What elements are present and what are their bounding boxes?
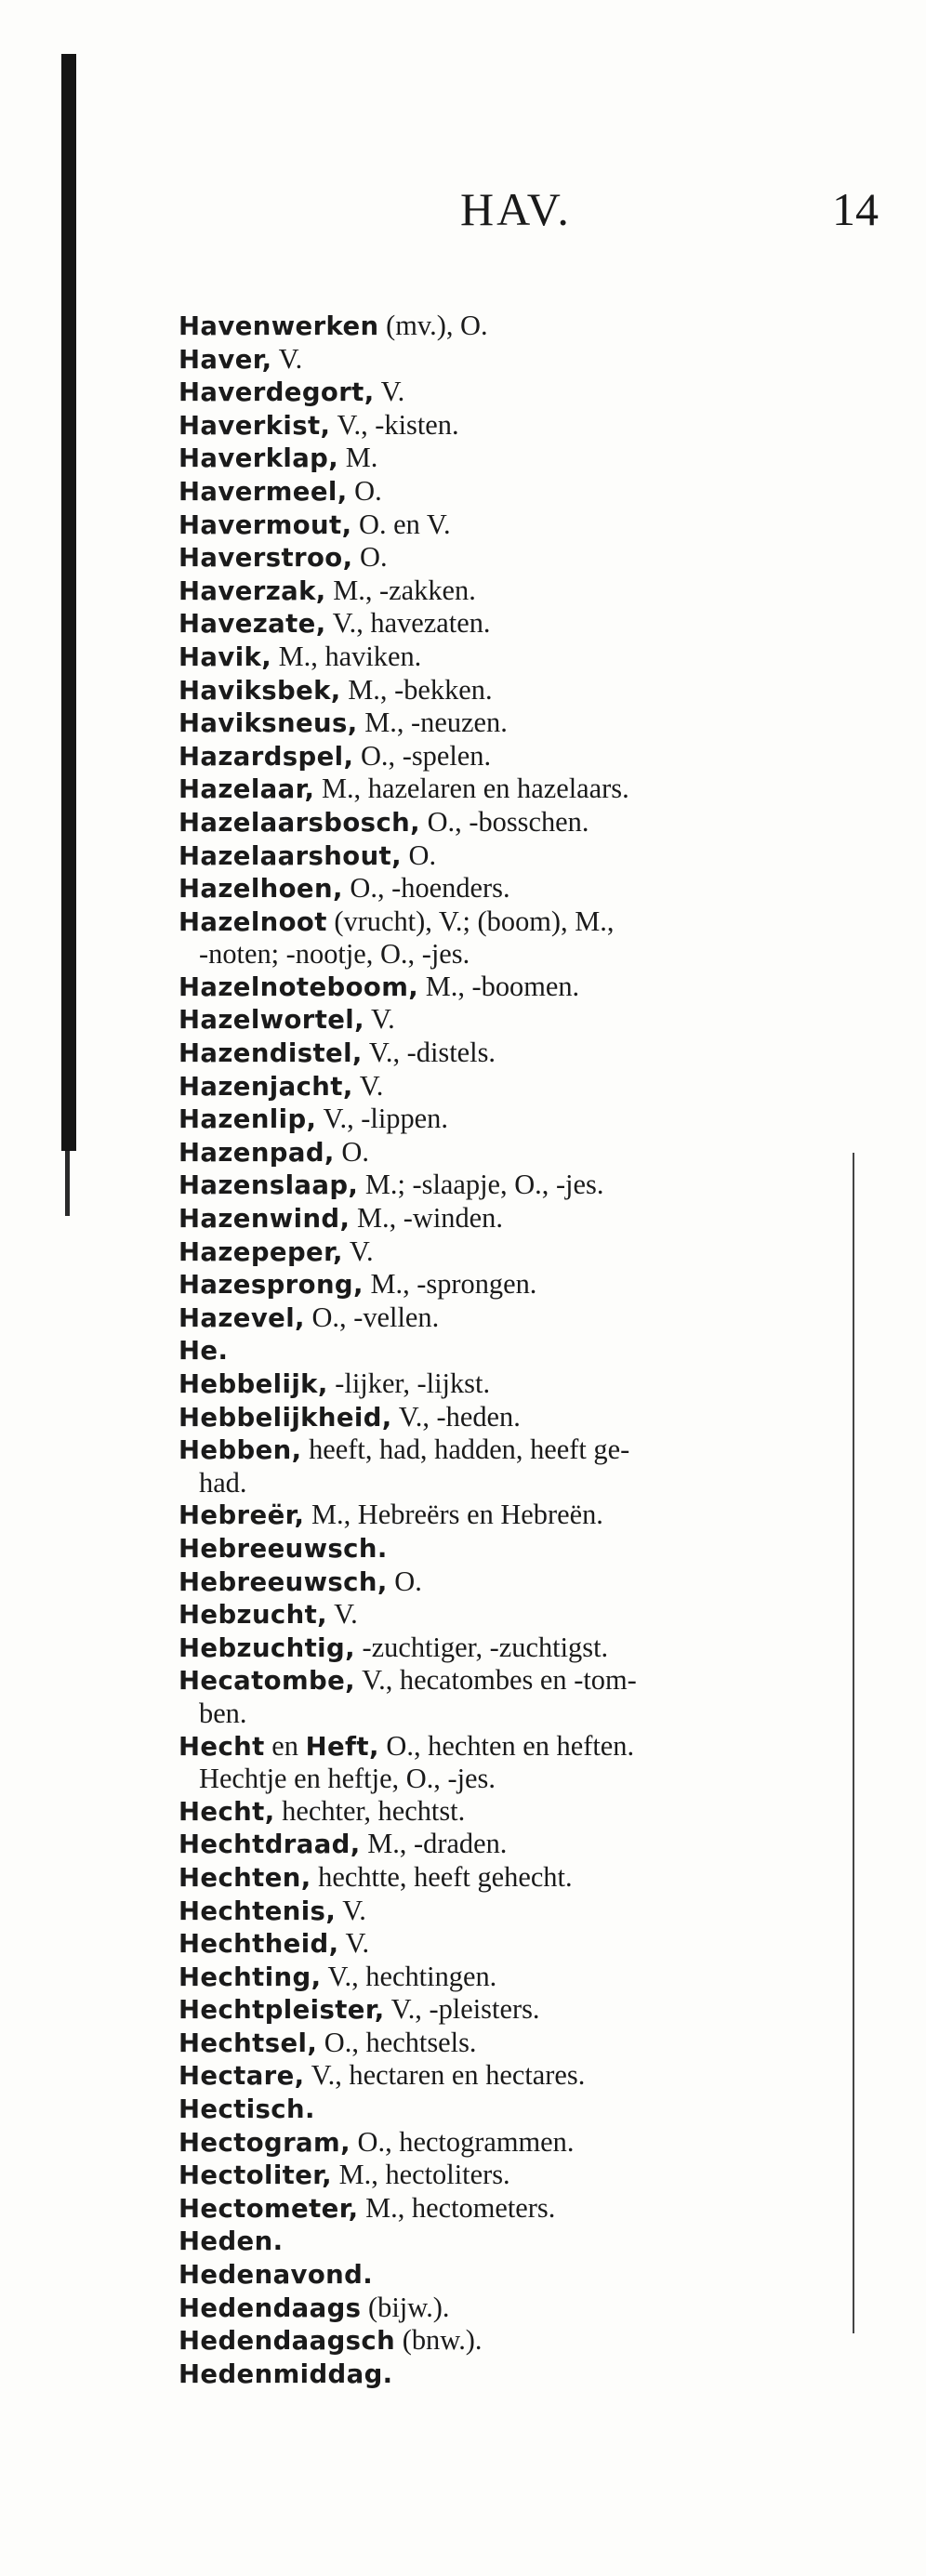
binding-edge-lower: [65, 1151, 70, 1216]
entry-gloss: V.: [338, 1927, 370, 1960]
column-rule: [853, 1153, 854, 2333]
dictionary-entry: [179, 2126, 834, 2160]
entry-gloss: V.: [342, 1235, 374, 1267]
page-number: 14: [832, 186, 879, 232]
headword: Hazepeper,: [179, 1236, 343, 1267]
dictionary-entry: [179, 1235, 834, 1269]
entry-gloss: hechter, hechtst.: [274, 1794, 466, 1827]
dictionary-entry: [179, 1565, 834, 1599]
dictionary-entry: [179, 1828, 834, 1861]
dictionary-entry: [179, 1301, 834, 1335]
headword: Hazelwortel,: [179, 1005, 364, 1036]
headword: Hebbelijkheid,: [179, 1402, 392, 1433]
entry-gloss: M., -boomen.: [418, 970, 580, 1002]
dictionary-entry: [179, 343, 834, 376]
dictionary-entry: [179, 1795, 834, 1829]
headword: Haver,: [179, 344, 272, 375]
entry-gloss: (vrucht), V.; (boom), M.,: [326, 905, 615, 937]
headword: Hebbelijk,: [179, 1369, 328, 1399]
headword: Hechtpleister,: [179, 1995, 385, 2026]
entry-gloss: V., -lippen.: [316, 1103, 448, 1135]
dictionary-entry: [179, 2292, 834, 2325]
dictionary-entry: [179, 2258, 834, 2292]
dictionary-entry: [179, 1136, 834, 1169]
headword: Haverkist,: [179, 410, 331, 441]
entry-gloss: V.: [364, 1003, 395, 1036]
headword: Hebben,: [179, 1435, 302, 1466]
entry-gloss: V., havezaten.: [325, 607, 491, 640]
entry-gloss: O. en V.: [351, 508, 451, 540]
dictionary-entry: [179, 872, 834, 905]
headword: Hazardspel,: [179, 741, 354, 772]
headword: Hechtenis,: [179, 1896, 337, 1926]
dictionary-entry: [179, 1467, 834, 1499]
dictionary-entry: [179, 2059, 834, 2093]
headword: Hectare,: [179, 2061, 305, 2092]
dictionary-entry: [179, 1861, 834, 1895]
headword: Hazenlip,: [179, 1104, 317, 1135]
entry-gloss: Hechtje en heftje, O., -jes.: [199, 1763, 496, 1795]
headword: Hectogram,: [179, 2127, 351, 2158]
entry-gloss: V.: [271, 342, 303, 375]
headword: Hazevel,: [179, 1302, 305, 1333]
dictionary-entry: [179, 641, 834, 674]
entry-gloss: O.: [387, 1565, 422, 1597]
headword: Hecht: [179, 1731, 265, 1762]
entry-gloss: M., -sprongen.: [363, 1268, 537, 1301]
headword: Havezate,: [179, 609, 326, 640]
headword: Hedenmiddag.: [179, 2358, 393, 2389]
headword: Haverklap,: [179, 443, 339, 474]
dictionary-entry: [179, 1070, 834, 1103]
headword: Hedendaagsch: [179, 2326, 396, 2357]
dictionary-entry: [179, 376, 834, 409]
headword: Hechtdraad,: [179, 1830, 361, 1860]
dictionary-entry: [179, 1895, 834, 1928]
dictionary-entry: [179, 1433, 834, 1467]
dictionary-entry: [179, 509, 834, 542]
entry-gloss: V., hectaren en hectares.: [304, 2059, 586, 2092]
headword: Havik,: [179, 641, 272, 672]
dictionary-entry: [179, 1763, 834, 1795]
entry-gloss: had.: [199, 1466, 247, 1499]
headword: Hebreeuwsch,: [179, 1566, 388, 1597]
entry-gloss: M., -winden.: [350, 1202, 503, 1235]
dictionary-entry: [179, 1698, 834, 1730]
entry-gloss: V., hecatombes en -tom-: [355, 1664, 637, 1697]
dictionary-entry: [179, 1202, 834, 1235]
headword: Hechtsel,: [179, 2028, 318, 2058]
entry-gloss: V., -pleisters.: [384, 1993, 540, 2026]
headword: Hazelnoteboom,: [179, 971, 419, 1002]
entry-gloss: V., -kisten.: [330, 408, 459, 441]
dictionary-entry: [179, 773, 834, 806]
entry-gloss: ben.: [199, 1697, 247, 1729]
entry-gloss: -lijker, -lijkst.: [327, 1367, 491, 1399]
headword: Havermout,: [179, 509, 352, 540]
headword: Hechten,: [179, 1862, 311, 1893]
dictionary-entry: [179, 2159, 834, 2192]
headword: Hazendistel,: [179, 1038, 363, 1069]
entry-gloss: O.: [334, 1135, 369, 1168]
entry-gloss: V., -distels.: [362, 1037, 496, 1069]
headword: Hazenslaap,: [179, 1170, 359, 1201]
entry-gloss: heeft, had, hadden, heeft ge-: [301, 1433, 630, 1466]
headword: He.: [179, 1336, 229, 1367]
binding-edge: [61, 54, 76, 1151]
dictionary-entry: [179, 1499, 834, 1532]
dictionary-entry: [179, 1003, 834, 1037]
headword: Hazelaar,: [179, 774, 315, 805]
headword: Haviksneus,: [179, 708, 358, 739]
dictionary-entry: [179, 1037, 834, 1070]
entry-gloss: M., hectometers.: [358, 2191, 556, 2224]
entry-gloss: O., hectogrammen.: [350, 2125, 575, 2158]
dictionary-entry: [179, 1961, 834, 1994]
dictionary-entry: [179, 971, 834, 1004]
headword: Hectoliter,: [179, 2160, 333, 2191]
headword: Hebzuchtig,: [179, 1632, 355, 1663]
entry-gloss: O., hechtsels.: [317, 2026, 477, 2058]
entry-gloss: M., hazelaren en hazelaars.: [314, 773, 629, 805]
entry-gloss: V.: [352, 1069, 384, 1102]
dictionary-entry: [179, 1103, 834, 1136]
dictionary-entries: [179, 310, 834, 2390]
dictionary-entry: [179, 1993, 834, 2027]
headword: Hazenjacht,: [179, 1071, 353, 1102]
dictionary-entry: [179, 2358, 834, 2391]
entry-gloss: M., hectoliters.: [332, 2159, 510, 2191]
entry-gloss: M.: [338, 442, 378, 474]
headword: Hebzucht,: [179, 1600, 328, 1631]
dictionary-entry: [179, 2027, 834, 2060]
dictionary-entry: [179, 839, 834, 873]
entry-gloss: V.: [336, 1894, 366, 1926]
dictionary-entry: [179, 740, 834, 773]
dictionary-entry: [179, 2225, 834, 2258]
headword: Hecatombe,: [179, 1666, 356, 1697]
headword: Hedenavond.: [179, 2260, 374, 2291]
entry-gloss: V., hechtingen.: [321, 1960, 497, 1992]
entry-gloss: V., -heden.: [391, 1400, 521, 1433]
entry-gloss: O.: [352, 541, 388, 574]
dictionary-entry: [179, 2093, 834, 2126]
headword: Hechting,: [179, 1962, 322, 1992]
dictionary-entry: [179, 607, 834, 641]
headword: Hazesprong,: [179, 1270, 364, 1301]
headword: Haverzak,: [179, 575, 326, 606]
entry-gloss: O., -bosschen.: [419, 805, 589, 838]
headword: Hebreër,: [179, 1500, 305, 1531]
dictionary-entry: [179, 1334, 834, 1367]
entry-gloss: -noten; -nootje, O., -jes.: [199, 938, 470, 971]
entry-gloss: O., -vellen.: [304, 1301, 440, 1333]
entry-gloss: (bijw.).: [361, 2291, 450, 2323]
dictionary-entry: [179, 409, 834, 443]
entry-gloss: V.: [327, 1598, 358, 1631]
entry-gloss: M., -zakken.: [325, 574, 476, 606]
headword: Hectisch.: [179, 2094, 315, 2125]
dictionary-entry: [179, 310, 834, 343]
entry-gloss: M., Hebreërs en Hebreën.: [304, 1499, 603, 1531]
dictionary-entry: [179, 1268, 834, 1301]
headword: Hechtheid,: [179, 1929, 339, 1960]
dictionary-entry: [179, 442, 834, 475]
dictionary-entry: [179, 1664, 834, 1698]
dictionary-entry: [179, 2324, 834, 2358]
dictionary-entry: [179, 1401, 834, 1434]
dictionary-entry: [179, 1730, 834, 1764]
dictionary-entry: [179, 2192, 834, 2226]
entry-gloss: (bnw.).: [395, 2324, 483, 2357]
entry-gloss: M., -draden.: [360, 1828, 508, 1860]
headword: Hazenwind,: [179, 1204, 351, 1235]
headword: Hazelhoen,: [179, 874, 343, 905]
entry-gloss: hechtte, heeft gehecht.: [311, 1860, 573, 1893]
headword: Haviksbek,: [179, 675, 341, 706]
headword: Haverstroo,: [179, 543, 353, 574]
dictionary-entry: [179, 707, 834, 740]
headword: Hazelaarsbosch,: [179, 807, 420, 838]
dictionary-entry: [179, 1367, 834, 1401]
dictionary-entry: [179, 1532, 834, 1565]
entry-gloss: O.: [347, 474, 382, 507]
dictionary-entry: [179, 1631, 834, 1665]
headword: Hebreeuwsch.: [179, 1533, 388, 1564]
headword: Haverdegort,: [179, 377, 375, 408]
dictionary-entry: [179, 806, 834, 839]
headword: Hazelnoot: [179, 906, 327, 937]
headword: Havermeel,: [179, 476, 348, 507]
dictionary-entry: [179, 674, 834, 707]
entry-gloss: (mv.), O.: [378, 310, 488, 341]
entry-gloss: M.; -slaapje, O., -jes.: [358, 1169, 604, 1201]
entry-gloss: O., -spelen.: [353, 739, 492, 772]
dictionary-entry: [179, 1598, 834, 1631]
dictionary-entry: [179, 1169, 834, 1202]
headword: Hedendaags: [179, 2292, 362, 2323]
headword: Heden.: [179, 2226, 284, 2257]
entry-gloss: M., -bekken.: [340, 673, 493, 706]
dictionary-entry: [179, 575, 834, 608]
entry-gloss: en: [264, 1729, 306, 1762]
dictionary-entry: [179, 541, 834, 575]
entry-gloss: V.: [374, 376, 405, 408]
running-head: HAV.: [460, 183, 572, 235]
headword: Havenwerken: [179, 311, 379, 341]
dictionary-entry: [179, 475, 834, 509]
headword: Heft,: [305, 1731, 379, 1762]
entry-gloss: -zuchtiger, -zuchtigst.: [354, 1631, 609, 1663]
entry-gloss: O., -hoenders.: [342, 872, 510, 905]
headword: Hazelaarshout,: [179, 840, 402, 871]
headword: Hectometer,: [179, 2193, 359, 2224]
entry-gloss: O., hechten en heften.: [378, 1729, 635, 1762]
entry-gloss: O.: [401, 839, 437, 871]
dictionary-entry: [179, 1927, 834, 1961]
dictionary-entry: [179, 938, 834, 971]
headword: Hecht,: [179, 1796, 275, 1827]
dictionary-entry: [179, 905, 834, 939]
entry-gloss: M., haviken.: [271, 640, 422, 672]
headword: Hazenpad,: [179, 1137, 335, 1168]
entry-gloss: M., -neuzen.: [357, 707, 508, 739]
